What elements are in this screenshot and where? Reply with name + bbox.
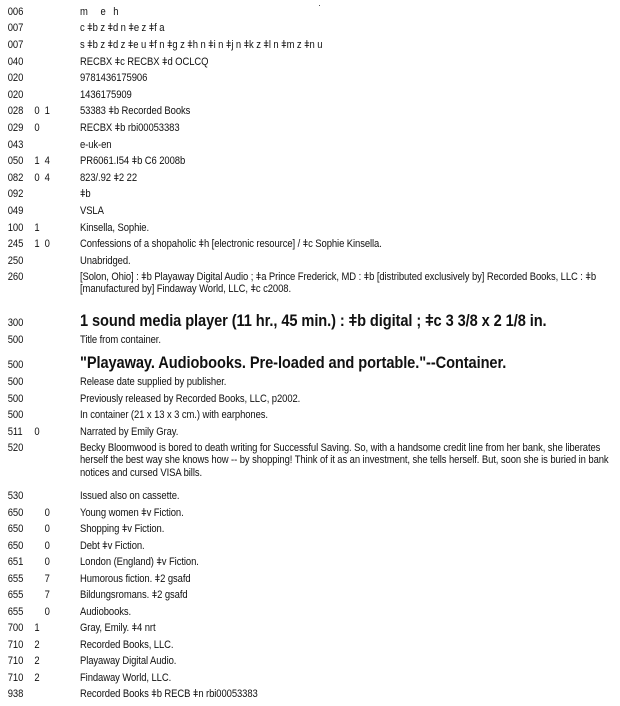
field-tag: 300 xyxy=(7,317,24,329)
field-value: Recorded Books, LLC. xyxy=(79,639,174,651)
field-tag: 655 xyxy=(7,573,24,585)
field-value: RECBX ǂc RECBX ǂd OCLCQ xyxy=(79,56,209,68)
field-indicators: 0 1 xyxy=(34,105,50,117)
field-tag: 700 xyxy=(7,622,24,634)
field-tag: 655 xyxy=(7,589,24,601)
field-tag: 530 xyxy=(7,490,24,502)
field-indicators: 2 xyxy=(34,639,40,651)
field-value: m e h xyxy=(79,6,119,18)
field-value: Recorded Books ǂb RECB ǂn rbi00053383 xyxy=(79,688,258,700)
field-indicators: 1 xyxy=(34,222,40,234)
field-tag: 938 xyxy=(7,688,24,700)
field-value: Becky Bloomwood is bored to death writing for Successful Saving. So, with a handsome credit line from her bank, she liberates herself the best way she knows how -- by shopping! Think of it as an investment, she tells herself. But, soon she is buried in bank notices and cursed VISA bills. xyxy=(79,442,609,479)
field-value: ǂb xyxy=(79,188,91,200)
field-value: Gray, Emily. ǂ4 nrt xyxy=(79,622,156,634)
field-tag: 710 xyxy=(7,672,24,684)
field-tag: 710 xyxy=(7,639,24,651)
field-value: Bildungsromans. ǂ2 gsafd xyxy=(79,589,188,601)
field-tag: 500 xyxy=(7,359,24,371)
field-value: PR6061.I54 ǂb C6 2008b xyxy=(79,155,186,167)
field-tag: 082 xyxy=(7,172,24,184)
field-value: Shopping ǂv Fiction. xyxy=(79,523,165,535)
field-indicators: 0 xyxy=(34,523,50,535)
field-indicators: 1 0 xyxy=(34,238,50,250)
field-value: Debt ǂv Fiction. xyxy=(79,540,145,552)
field-value: "Playaway. Audiobooks. Pre-loaded and portable."--Container. xyxy=(79,353,507,372)
field-value: Release date supplied by publisher. xyxy=(79,376,227,388)
field-tag: 028 xyxy=(7,105,24,117)
field-tag: 040 xyxy=(7,56,24,68)
field-value: Previously released by Recorded Books, LLC, p2002. xyxy=(79,393,301,405)
field-indicators: 0 xyxy=(34,556,50,568)
field-tag: 710 xyxy=(7,655,24,667)
field-value: Issued also on cassette. xyxy=(79,490,180,502)
field-indicators: 2 xyxy=(34,655,40,667)
field-value: c ǂb z ǂd n ǂe z ǂf a xyxy=(79,22,165,34)
field-tag: 020 xyxy=(7,72,24,84)
field-value: 53383 ǂb Recorded Books xyxy=(79,105,191,117)
field-tag: 250 xyxy=(7,255,24,267)
field-value: Findaway World, LLC. xyxy=(79,672,172,684)
field-indicators: 0 xyxy=(34,540,50,552)
field-value: e-uk-en xyxy=(79,139,112,151)
field-tag: 020 xyxy=(7,89,24,101)
field-indicators: 0 xyxy=(34,507,50,519)
field-tag: 500 xyxy=(7,393,24,405)
field-value: s ǂb z ǂd z ǂe u ǂf n ǂg z ǂh n ǂi n ǂj n ǂk z ǂl n ǂm z ǂn u xyxy=(79,39,323,51)
field-tag: 092 xyxy=(7,188,24,200)
field-tag: 049 xyxy=(7,205,24,217)
field-indicators: 0 xyxy=(34,426,40,438)
field-value: RECBX ǂb rbi00053383 xyxy=(79,122,180,134)
field-indicators: 0 4 xyxy=(34,172,50,184)
field-value: 9781436175906 xyxy=(79,72,148,84)
field-indicators: 7 xyxy=(34,589,50,601)
field-tag: 500 xyxy=(7,334,24,346)
field-value: 1436175909 xyxy=(79,89,132,101)
field-tag: 650 xyxy=(7,540,24,552)
field-tag: 245 xyxy=(7,238,24,250)
field-indicators: 1 xyxy=(34,622,40,634)
field-value: Narrated by Emily Gray. xyxy=(79,426,179,438)
field-value: London (England) ǂv Fiction. xyxy=(79,556,199,568)
field-tag: 029 xyxy=(7,122,24,134)
field-value: In container (21 x 13 x 3 cm.) with earphones. xyxy=(79,409,268,421)
field-indicators: 2 xyxy=(34,672,40,684)
field-tag: 500 xyxy=(7,409,24,421)
field-tag: 007 xyxy=(7,39,24,51)
field-tag: 100 xyxy=(7,222,24,234)
field-tag: 511 xyxy=(7,426,23,438)
field-value: [Solon, Ohio] : ǂb Playaway Digital Audio ; ǂa Prince Frederick, MD : ǂb [distributed exclusively by] Recorded Books, LLC : ǂb [manufactured by] Findaway World, LLC, ǂc c2008. xyxy=(79,271,597,296)
field-value: Confessions of a shopaholic ǂh [electronic resource] / ǂc Sophie Kinsella. xyxy=(79,238,382,250)
field-indicators: 0 xyxy=(34,122,40,134)
field-value: Title from container. xyxy=(79,334,161,346)
field-tag: 007 xyxy=(7,22,24,34)
field-tag: 520 xyxy=(7,442,24,454)
field-value: Kinsella, Sophie. xyxy=(79,222,149,234)
field-tag: 650 xyxy=(7,507,24,519)
field-value: Unabridged. xyxy=(79,255,131,267)
field-value: VSLA xyxy=(79,205,104,217)
field-value: Young women ǂv Fiction. xyxy=(79,507,184,519)
field-tag: 050 xyxy=(7,155,24,167)
field-indicators: 0 xyxy=(34,606,50,618)
field-tag: 006 xyxy=(7,6,24,18)
field-value: 1 sound media player (11 hr., 45 min.) : ǂb digital ; ǂc 3 3/8 x 2 1/8 in. xyxy=(79,311,547,330)
field-indicators: 1 4 xyxy=(34,155,50,167)
field-tag: 650 xyxy=(7,523,24,535)
field-value: Playaway Digital Audio. xyxy=(79,655,177,667)
field-tag: 043 xyxy=(7,139,24,151)
field-tag: 651 xyxy=(7,556,24,568)
field-value: 823/.92 ǂ2 22 xyxy=(79,172,137,184)
field-tag: 500 xyxy=(7,376,24,388)
field-value: Audiobooks. xyxy=(79,606,132,618)
field-tag: 260 xyxy=(7,271,24,283)
field-value: Humorous fiction. ǂ2 gsafd xyxy=(79,573,191,585)
field-tag: 655 xyxy=(7,606,24,618)
field-indicators: 7 xyxy=(34,573,50,585)
